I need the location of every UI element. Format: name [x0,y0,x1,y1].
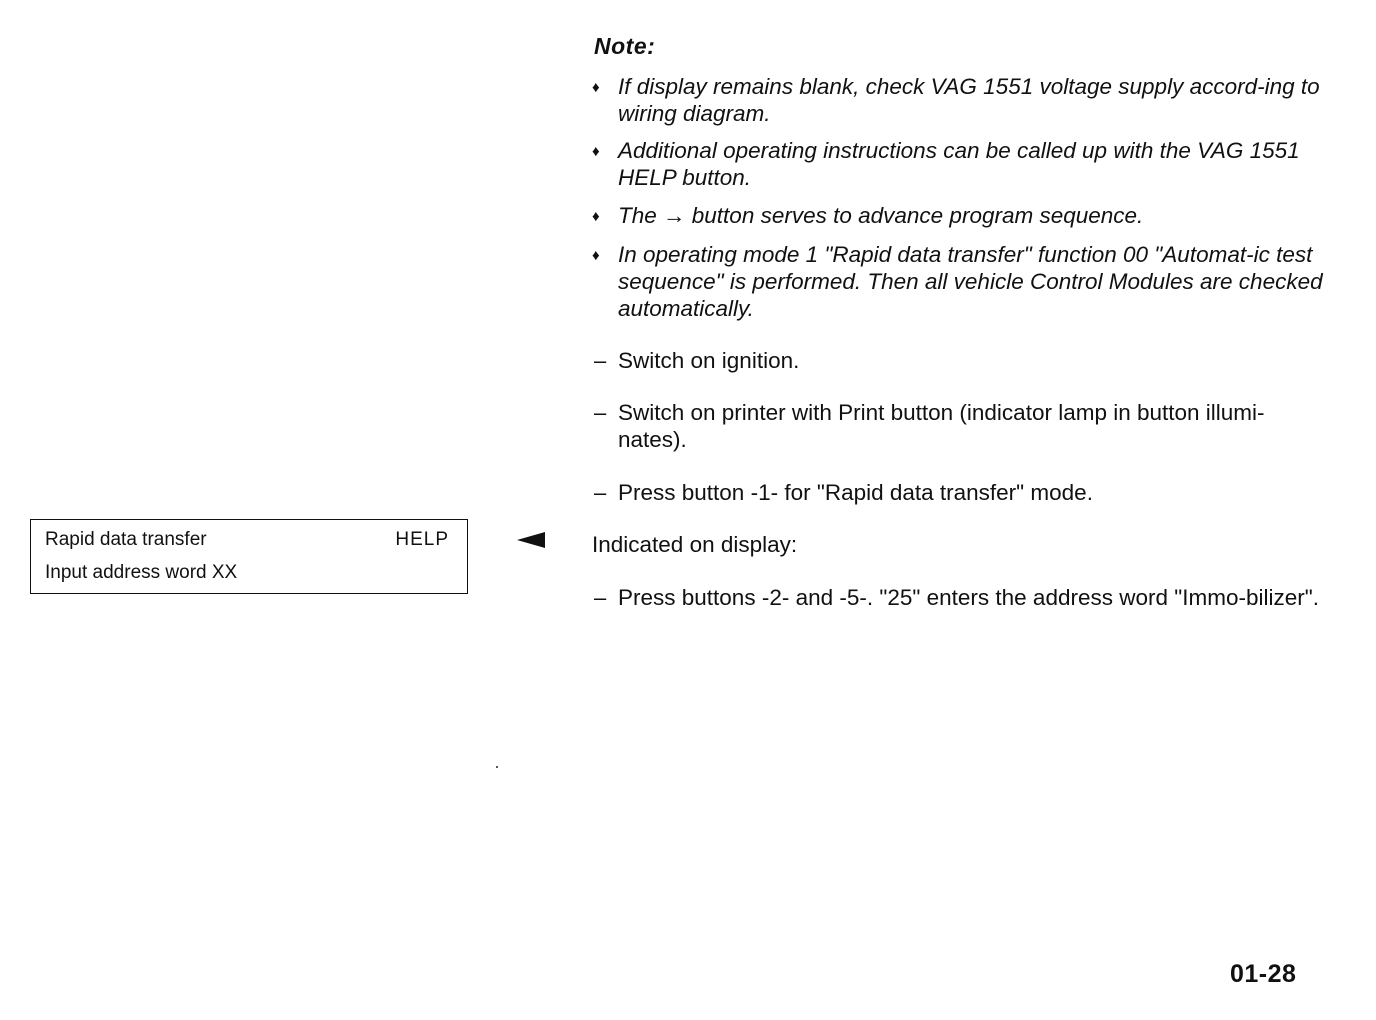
step-ignition [592,347,1327,374]
step-text: Switch on ignition. [618,348,800,373]
page-number: 01-28 [1230,960,1297,988]
step-rapid-mode [592,479,1327,506]
diamond-bullet-icon: ♦ [592,79,600,96]
display-line-1: Rapid data transfer [45,529,207,550]
note-bullet-help [592,137,1327,191]
dash-bullet-icon: – [594,480,607,505]
display-help-label: HELP [395,529,449,550]
note-heading: Note: [594,33,656,59]
note-bullet-text: Additional operating instructions can be called up with the VAG 1551 HELP button. [618,138,1300,190]
note-bullet-text: The → button serves to advance program sequence. [618,203,1144,228]
note-bullet-advance [592,202,1327,229]
pointer-arrow-icon [517,531,547,549]
note-bullet-text: In operating mode 1 "Rapid data transfer" function 00 "Automat-ic test sequence" is performed. Then all vehicle Control Modules are checked automatically. [618,242,1323,321]
step-text: Press buttons -2- and -5-. "25" enters the address word "Immo-bilizer". [618,585,1319,610]
diamond-bullet-icon: ♦ [592,247,600,264]
note-bullet-voltage [592,73,1327,127]
diamond-bullet-icon: ♦ [592,143,600,160]
dash-bullet-icon: – [594,348,607,373]
note-bullet-mode [592,241,1327,322]
display-line-2: Input address word XX [45,562,238,583]
step-printer [592,399,1327,453]
dash-bullet-icon: – [594,585,607,610]
step-address-word [592,584,1327,611]
note-bullet-text: If display remains blank, check VAG 1551 voltage supply accord-ing to wiring diagram. [618,74,1320,126]
dash-bullet-icon: – [594,400,607,425]
step-text: Switch on printer with Print button (indicator lamp in button illumi-nates). [618,400,1265,452]
indicated-on-display-label: Indicated on display: [592,532,798,557]
scan-dot [496,766,498,768]
step-text: Press button -1- for "Rapid data transfer" mode. [618,480,1093,505]
tester-display-box [30,519,468,594]
diamond-bullet-icon: ♦ [592,208,600,225]
